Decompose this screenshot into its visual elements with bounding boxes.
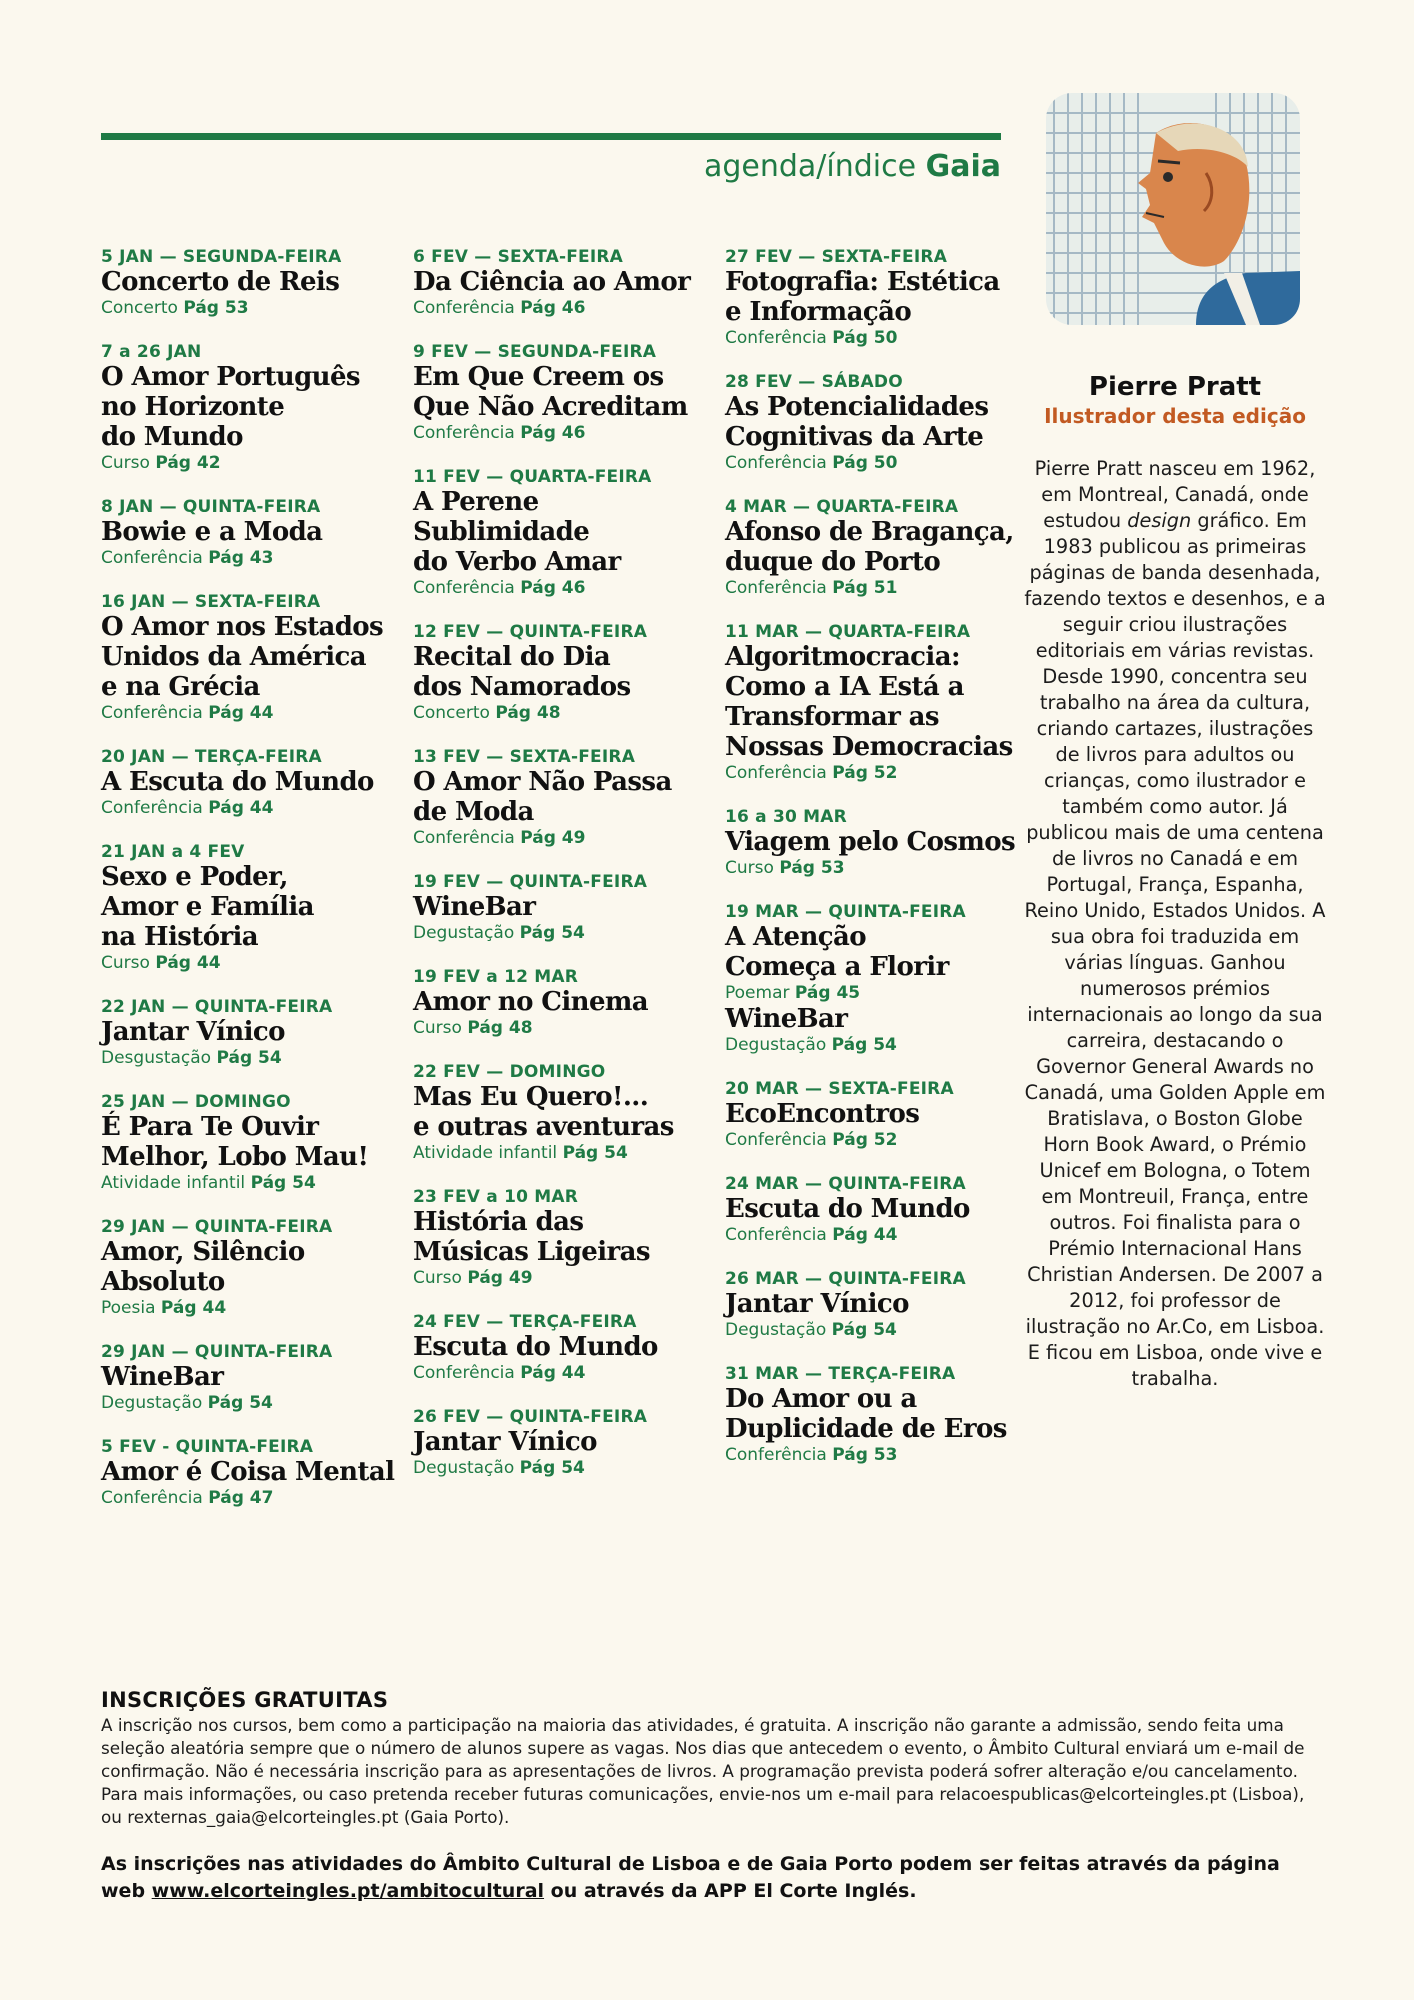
agenda-event: [725, 372, 1025, 474]
event-title[interactable]: A Atenção Começa a Florir: [725, 922, 949, 982]
agenda-event: [725, 497, 1025, 599]
event-title[interactable]: Escuta do Mundo: [413, 1332, 658, 1362]
event-info: [101, 702, 401, 724]
event-type: Conferência: [413, 1363, 515, 1383]
event-type: Conferência: [725, 453, 827, 473]
event-date: 8 JAN — QUINTA-FEIRA: [101, 497, 321, 517]
event-title[interactable]: Amor no Cinema: [413, 987, 649, 1017]
event-title[interactable]: Sexo e Poder, Amor e Família na História: [101, 862, 314, 952]
event-page[interactable]: Pág 50: [832, 453, 898, 473]
event-type: Conferência: [101, 1488, 203, 1508]
event-page[interactable]: Pág 54: [519, 1458, 585, 1478]
event-date: 7 a 26 JAN: [101, 342, 202, 362]
event-type: Conferência: [101, 548, 203, 568]
event-page[interactable]: Pág 53: [779, 858, 845, 878]
event-info: [101, 797, 401, 819]
event-info: [413, 577, 713, 599]
event-info: [101, 297, 401, 319]
event-type: Conferência: [101, 798, 203, 818]
event-page[interactable]: Pág 44: [155, 953, 221, 973]
agenda-event: [101, 342, 401, 474]
agenda-event: [101, 1437, 401, 1509]
event-title[interactable]: Do Amor ou a Duplicidade de Eros: [725, 1384, 1007, 1444]
event-info: [101, 452, 401, 474]
event-title[interactable]: Viagem pelo Cosmos: [725, 827, 1016, 857]
agenda-event: [725, 807, 1025, 879]
event-title[interactable]: Bowie e a Moda: [101, 517, 323, 547]
agenda-event: [413, 1187, 713, 1289]
illustrator-name: Pierre Pratt: [1088, 372, 1262, 402]
event-info: [725, 762, 1025, 784]
event-page[interactable]: Pág 43: [208, 548, 274, 568]
ambito-cultural-link[interactable]: www.elcorteingles.pt/ambitocultural: [151, 1880, 545, 1902]
event-date: 5 FEV - QUINTA-FEIRA: [101, 1437, 314, 1457]
event-date: 28 FEV — SÁBADO: [725, 372, 903, 392]
agenda-event: [101, 497, 401, 569]
event-date: 11 FEV — QUARTA-FEIRA: [413, 467, 652, 487]
registration-heading: INSCRIÇÕES GRATUITAS: [101, 1688, 389, 1712]
event-type: Conferência: [725, 1445, 827, 1465]
event-info: [413, 702, 713, 724]
agenda-event: [413, 1312, 713, 1384]
event-page[interactable]: Pág 52: [832, 1130, 898, 1150]
event-info: [101, 952, 401, 974]
event-type: Degustação: [725, 1320, 827, 1340]
event-type: Conferência: [725, 328, 827, 348]
event-page[interactable]: Pág 51: [832, 578, 898, 598]
header-rule: [101, 133, 1001, 140]
event-date: 21 JAN a 4 FEV: [101, 842, 245, 862]
agenda-event: [101, 997, 401, 1069]
event-title[interactable]: Em Que Creem os Que Não Acreditam: [413, 362, 688, 422]
event-type: Conferência: [413, 578, 515, 598]
event-date: 31 MAR — TERÇA-FEIRA: [725, 1364, 956, 1384]
event-title[interactable]: Jantar Vínico: [413, 1427, 597, 1457]
event-info: [413, 297, 713, 319]
event-date: 24 MAR — QUINTA-FEIRA: [725, 1174, 966, 1194]
event-title[interactable]: WineBar: [413, 892, 536, 922]
event-title[interactable]: Mas Eu Quero!... e outras aventuras: [413, 1082, 674, 1142]
event-info: [101, 1047, 401, 1069]
event-info: [413, 1267, 713, 1289]
event-page[interactable]: Pág 44: [208, 798, 274, 818]
event-page[interactable]: Pág 44: [208, 703, 274, 723]
agenda-column-2: [413, 247, 713, 1502]
event-type: Degustação: [725, 1035, 827, 1055]
agenda-event: [413, 747, 713, 849]
event-page[interactable]: Pág 53: [183, 298, 249, 318]
event-type: Conferência: [725, 578, 827, 598]
event-info: [101, 1392, 401, 1414]
event-date: 16 JAN — SEXTA-FEIRA: [101, 592, 321, 612]
event-title[interactable]: EcoEncontros: [725, 1099, 920, 1129]
event-date: 11 MAR — QUARTA-FEIRA: [725, 622, 971, 642]
event-title[interactable]: As Potencialidades Cognitivas da Arte: [725, 392, 989, 452]
agenda-event: [413, 1407, 713, 1479]
event-info: [101, 547, 401, 569]
agenda-column-3: [725, 247, 1025, 1489]
event-type: Concerto: [101, 298, 178, 318]
event-date: 12 FEV — QUINTA-FEIRA: [413, 622, 648, 642]
event-title[interactable]: O Amor nos Estados Unidos da América e na Grécia: [101, 612, 384, 702]
event-page[interactable]: Pág 42: [155, 453, 221, 473]
event-date: 19 FEV — QUINTA-FEIRA: [413, 872, 648, 892]
event-date: 29 JAN — QUINTA-FEIRA: [101, 1217, 333, 1237]
agenda-event: [725, 902, 1025, 1056]
agenda-event: [725, 1079, 1025, 1151]
event-page[interactable]: Pág 50: [832, 328, 898, 348]
event-date: 16 a 30 MAR: [725, 807, 847, 827]
event-type: Atividade infantil: [413, 1143, 558, 1163]
event-date: 20 MAR — SEXTA-FEIRA: [725, 1079, 954, 1099]
event-title[interactable]: A Perene Sublimidade do Verbo Amar: [413, 487, 621, 577]
event-info: [413, 1362, 713, 1384]
agenda-column-1: [101, 247, 401, 1532]
event-title[interactable]: Jantar Vínico: [101, 1017, 285, 1047]
event-info: [725, 1444, 1025, 1466]
event-info: [725, 857, 1025, 879]
agenda-event: [413, 967, 713, 1039]
event-title[interactable]: WineBar: [101, 1362, 224, 1392]
event-page[interactable]: Pág 54: [519, 923, 585, 943]
event-page[interactable]: Pág 45: [794, 983, 861, 1003]
agenda-event: [725, 622, 1025, 784]
event-info: [725, 1319, 1025, 1341]
event-title[interactable]: Afonso de Bragança, duque do Porto: [725, 517, 1014, 577]
event-type: Conferência: [413, 423, 515, 443]
agenda-event: [725, 1174, 1025, 1246]
event-date: 26 FEV — QUINTA-FEIRA: [413, 1407, 648, 1427]
event-page[interactable]: Pág 52: [832, 763, 898, 783]
event-type: Degustação: [413, 923, 515, 943]
event-type: Conferência: [725, 1130, 827, 1150]
event-date: 29 JAN — QUINTA-FEIRA: [101, 1342, 333, 1362]
event-date: 20 JAN — TERÇA-FEIRA: [101, 747, 322, 767]
event-date: 27 FEV — SEXTA-FEIRA: [725, 247, 948, 267]
event-date: 5 JAN — SEGUNDA-FEIRA: [101, 247, 342, 267]
event-info: [413, 827, 713, 849]
event-date: 19 MAR — QUINTA-FEIRA: [725, 902, 966, 922]
event-date: 22 JAN — QUINTA-FEIRA: [101, 997, 333, 1017]
event-page[interactable]: Pág 54: [831, 1035, 897, 1055]
event-type: Curso: [101, 453, 150, 473]
event-info: [413, 922, 713, 944]
event-page[interactable]: Pág 44: [520, 1363, 586, 1383]
event-type: Degustação: [413, 1458, 515, 1478]
event-page[interactable]: Pág 54: [250, 1173, 316, 1193]
event-type: Concerto: [413, 703, 490, 723]
agenda-event: [413, 342, 713, 444]
event-info: [101, 1487, 401, 1509]
agenda-event: [413, 1062, 713, 1164]
event-date: 6 FEV — SEXTA-FEIRA: [413, 247, 624, 267]
agenda-event: [101, 1092, 401, 1194]
event-date: 9 FEV — SEGUNDA-FEIRA: [413, 342, 657, 362]
agenda-event: [101, 1342, 401, 1414]
event-title[interactable]: História das Músicas Ligeiras: [413, 1207, 650, 1267]
registration-text: A inscrição nos cursos, bem como a participação na maioria das atividades, é gratuita. A inscrição não garante a admissão, sendo feita uma seleção aleatória sempre que o número de alunos supere as vagas. Nos dias que antecedem o evento, o Âmbito Cultural enviará um e-mail de confirmação. Não é necessária inscrição para as apresentações de livros. A programação prevista poderá sofrer alteração e/ou cancelamento. Para mais informações, ou caso pretenda receber futuras comunicações, envie-nos um e-mail para relacoespublicas@elcorteingles.pt (Lisboa), ou rexternas_gaia@elcorteingles.pt (Gaia Porto).: [101, 1715, 1305, 1827]
agenda-event: [413, 872, 713, 944]
event-type: Poesia: [101, 1298, 156, 1318]
event-date: 24 FEV — TERÇA-FEIRA: [413, 1312, 637, 1332]
event-date: 22 FEV — DOMINGO: [413, 1062, 606, 1082]
agenda-event: [413, 247, 713, 319]
event-date: 26 MAR — QUINTA-FEIRA: [725, 1269, 966, 1289]
event-page[interactable]: Pág 48: [495, 703, 561, 723]
event-info: [725, 1224, 1025, 1246]
agenda-event: [413, 622, 713, 724]
agenda-event: [101, 842, 401, 974]
event-type: Conferência: [725, 763, 827, 783]
event-title[interactable]: A Escuta do Mundo: [101, 767, 374, 797]
event-date: 25 JAN — DOMINGO: [101, 1092, 291, 1112]
event-page[interactable]: Pág 54: [216, 1048, 282, 1068]
event-info: [413, 1017, 713, 1039]
agenda-event: [413, 467, 713, 599]
event-title[interactable]: Algoritmocracia: Como a IA Está a Transformar as Nossas Democracias: [725, 642, 1013, 762]
illustrator-role: Ilustrador desta edição: [1044, 404, 1306, 428]
event-type: Desgustação: [101, 1048, 212, 1068]
agenda-event: [725, 1364, 1025, 1466]
event-page[interactable]: Pág 44: [832, 1225, 898, 1245]
event-type: Curso: [413, 1018, 462, 1038]
event-page[interactable]: Pág 54: [562, 1143, 628, 1163]
event-info: [725, 327, 1025, 349]
event-info: [725, 982, 1025, 1004]
event-title[interactable]: Fotografia: Estética e Informação: [725, 267, 1000, 327]
event-info: [413, 422, 713, 444]
event-info: [101, 1297, 401, 1319]
event-date: 13 FEV — SEXTA-FEIRA: [413, 747, 636, 767]
event-type: Poemar: [725, 983, 790, 1003]
event-type: Curso: [413, 1268, 462, 1288]
event-page[interactable]: Pág 46: [520, 298, 586, 318]
event-page[interactable]: Pág 49: [520, 828, 586, 848]
event-title[interactable]: Amor é Coisa Mental: [101, 1457, 395, 1487]
event-title[interactable]: Amor, Silêncio Absoluto: [101, 1237, 305, 1297]
event-date: 23 FEV a 10 MAR: [413, 1187, 579, 1207]
illustrator-portrait: [1046, 93, 1300, 325]
event-type: Conferência: [413, 298, 515, 318]
event-info: [413, 1457, 713, 1479]
event-info: [725, 452, 1025, 474]
event-page[interactable]: Pág 44: [160, 1298, 227, 1318]
event-page[interactable]: Pág 47: [208, 1488, 274, 1508]
event-type: Conferência: [101, 703, 203, 723]
event-date: 4 MAR — QUARTA-FEIRA: [725, 497, 959, 517]
event-type: Curso: [101, 953, 150, 973]
event-date: 19 FEV a 12 MAR: [413, 967, 579, 987]
illustrator-bio: Pierre Pratt nasceu em 1962, em Montreal, Canadá, onde estudou design gráfico. Em 1983 publicou as primeiras páginas de banda desenhada, fazendo textos e desenhos, e a seguir criou ilustrações editoriais em várias revistas. Desde 1990, concentra seu trabalho na área da cultura, criando cartazes, ilustrações de livros para adultos ou crianças, como ilustrador e também como autor. Já publicou mais de uma centena de livros no Canadá e em Portugal, França, Espanha, Reino Unido, Estados Unidos. A sua obra foi traduzida em várias línguas. Ganhou numerosos prémios internacionais ao longo da sua carreira, destacando o Governor General Awards no Canadá, uma Golden Apple em Bratislava, o Boston Globe Horn Book Award, o Prémio Unicef em Bologna, o Totem em Montreuil, França, entre outros. Foi finalista para o Prémio Internacional Hans Christian Andersen. De 2007 a 2012, foi professor de ilustração no Ar.Co, em Lisboa. E ficou em Lisboa, onde vive e trabalha.: [1024, 457, 1326, 1390]
registration-note: As inscrições nas atividades do Âmbito Cultural de Lisboa e de Gaia Porto podem ser feitas através da página web www.elcorteingles.pt/ambitocultural ou através da APP El Corte Inglés.: [101, 1853, 1280, 1902]
event-type: Atividade infantil: [101, 1173, 246, 1193]
event-page[interactable]: Pág 46: [520, 578, 586, 598]
event-title[interactable]: Da Ciência ao Amor: [413, 267, 691, 297]
event-title[interactable]: O Amor Não Passa de Moda: [413, 767, 672, 827]
event-page[interactable]: Pág 46: [520, 423, 586, 443]
agenda-event: [101, 1217, 401, 1319]
event-page[interactable]: Pág 49: [467, 1268, 533, 1288]
event-title[interactable]: Concerto de Reis: [101, 267, 340, 297]
event-title[interactable]: Jantar Vínico: [725, 1289, 909, 1319]
event-type: Conferência: [413, 828, 515, 848]
event-type: Curso: [725, 858, 774, 878]
event-info: [725, 1129, 1025, 1151]
event-info: [725, 1034, 1025, 1056]
page-title: agenda/índice Gaia: [703, 149, 1001, 184]
agenda-event: [101, 247, 401, 319]
event-page[interactable]: Pág 53: [832, 1445, 898, 1465]
event-title[interactable]: WineBar: [725, 1004, 848, 1034]
event-info: [101, 1172, 401, 1194]
event-info: [725, 577, 1025, 599]
agenda-event: [101, 747, 401, 819]
event-page[interactable]: Pág 54: [207, 1393, 273, 1413]
event-title[interactable]: É Para Te Ouvir Melhor, Lobo Mau!: [101, 1112, 369, 1172]
agenda-event: [101, 592, 401, 724]
event-type: Conferência: [725, 1225, 827, 1245]
agenda-event: [725, 1269, 1025, 1341]
event-title[interactable]: O Amor Português no Horizonte do Mundo: [101, 362, 360, 452]
event-title[interactable]: Recital do Dia dos Namorados: [413, 642, 631, 702]
event-page[interactable]: Pág 48: [467, 1018, 533, 1038]
event-title[interactable]: Escuta do Mundo: [725, 1194, 970, 1224]
agenda-event: [725, 247, 1025, 349]
event-page[interactable]: Pág 54: [831, 1320, 897, 1340]
event-info: [413, 1142, 713, 1164]
event-type: Degustação: [101, 1393, 203, 1413]
